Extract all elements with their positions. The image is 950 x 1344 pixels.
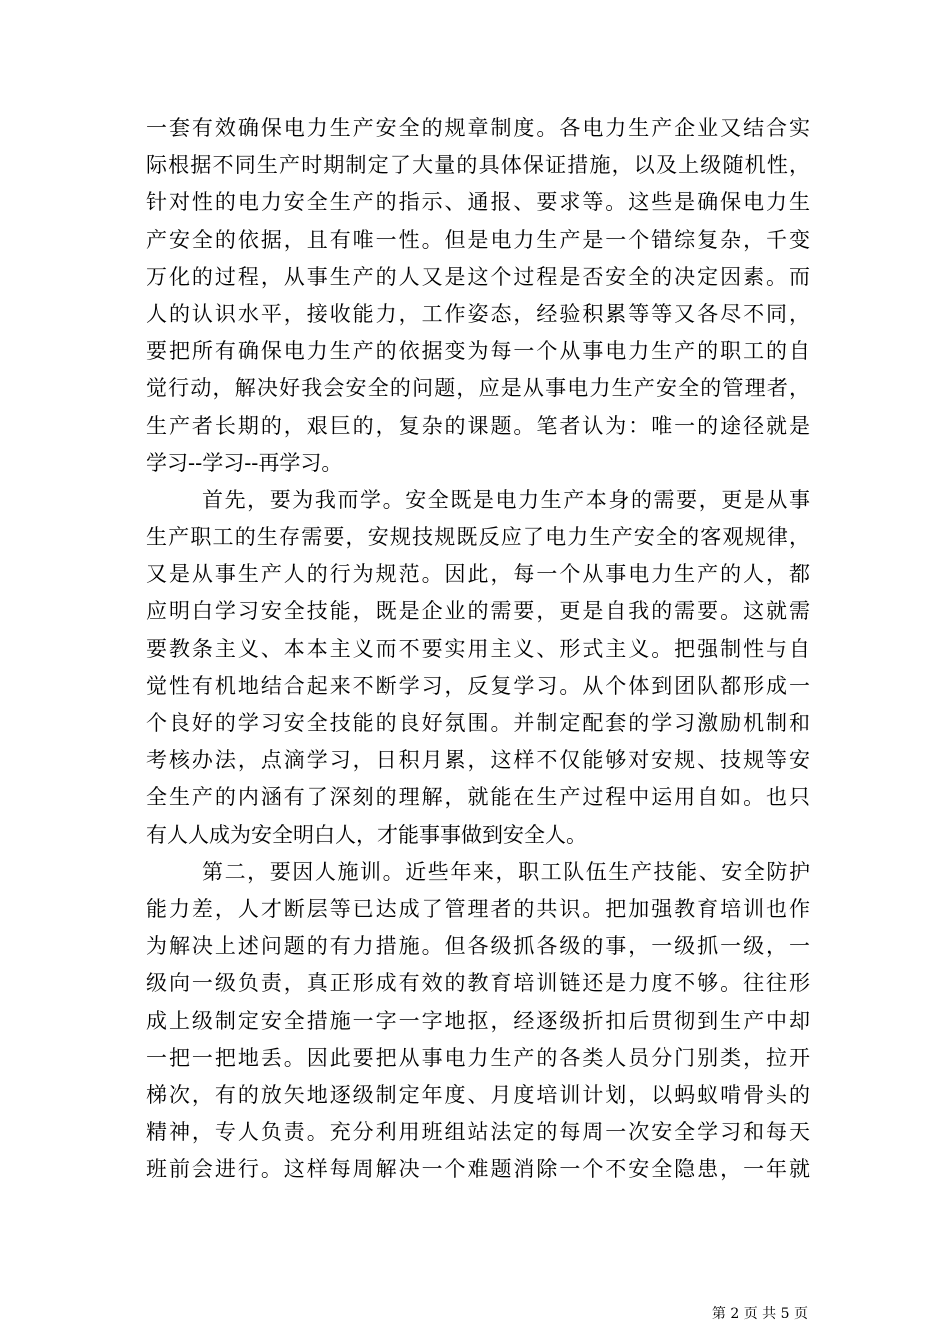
text-line: 生产者长期的，艰巨的，复杂的课题。笔者认为：唯一的途径就是 [146, 413, 810, 438]
text-line: 觉性有机地结合起来不断学习，反复学习。从个体到团队都形成一 [146, 673, 810, 698]
text-line: 万化的过程，从事生产的人又是这个过程是否安全的决定因素。而 [146, 264, 810, 289]
text-line: 成上级制定安全措施一字一字地抠，经逐级折扣后贯彻到生产中却 [146, 1008, 810, 1033]
text-line: 要把所有确保电力生产的依据变为每一个从事电力生产的职工的自 [146, 339, 810, 364]
text-line: 应明白学习安全技能，既是企业的需要，更是自我的需要。这就需 [146, 599, 810, 624]
text-line: 又是从事生产人的行为规范。因此，每一个从事电力生产的人，都 [146, 562, 810, 587]
page-number: 第 2 页 共 5 页 [711, 1306, 808, 1322]
text-line: 一把一把地丢。因此要把从事电力生产的各类人员分门别类，拉开 [146, 1045, 810, 1070]
text-line: 梯次，有的放矢地逐级制定年度、月度培训计划，以蚂蚁啃骨头的 [146, 1082, 810, 1107]
text-line: 人的认识水平，接收能力，工作姿态，经验积累等等又各尽不同， [146, 301, 810, 326]
text-line: 针对性的电力安全生产的指示、通报、要求等。这些是确保电力生 [146, 190, 810, 215]
text-line: 个良好的学习安全技能的良好氛围。并制定配套的学习激励机制和 [146, 711, 810, 735]
text-line: 际根据不同生产时期制定了大量的具体保证措施，以及上级随机性， [146, 153, 810, 178]
text-line: 学习--学习--再学习。 [146, 450, 343, 475]
text-line: 级向一级负责，真正形成有效的教育培训链还是力度不够。往往形 [146, 971, 810, 996]
text-line: 为解决上述问题的有力措施。但各级抓各级的事，一级抓一级，一 [146, 934, 810, 959]
text-line: 能力差，人才断层等已达成了管理者的共识。把加强教育培训也作 [146, 896, 810, 921]
text-line: 精神，专人负责。充分利用班组站法定的每周一次安全学习和每天 [146, 1120, 810, 1145]
text-line: 考核办法，点滴学习，日积月累，这样不仅能够对安规、技规等安 [146, 748, 810, 773]
text-line: 有人人成为安全明白人，才能事事做到安全人。 [146, 822, 587, 847]
text-line: 要教条主义、本本主义而不要实用主义、形式主义。把强制性与自 [146, 636, 810, 661]
text-line: 觉行动，解决好我会安全的问题，应是从事电力生产安全的管理者， [146, 376, 810, 401]
text-line: 一套有效确保电力生产安全的规章制度。各电力生产企业又结合实 [146, 116, 810, 140]
paragraph-first-line: 第二，要因人施训。近些年来，职工队伍生产技能、安全防护 [202, 859, 810, 884]
text-line: 全生产的内涵有了深刻的理解，就能在生产过程中运用自如。也只 [146, 785, 810, 810]
paragraph-first-line: 首先，要为我而学。安全既是电力生产本身的需要，更是从事 [202, 487, 810, 512]
text-line: 生产职工的生存需要，安规技规既反应了电力生产安全的客观规律， [146, 525, 810, 550]
body-text [146, 110, 810, 1188]
text-line: 产安全的依据，且有唯一性。但是电力生产是一个错综复杂，千变 [146, 227, 810, 252]
text-line: 班前会进行。这样每周解决一个难题消除一个不安全隐患，一年就 [146, 1157, 810, 1182]
